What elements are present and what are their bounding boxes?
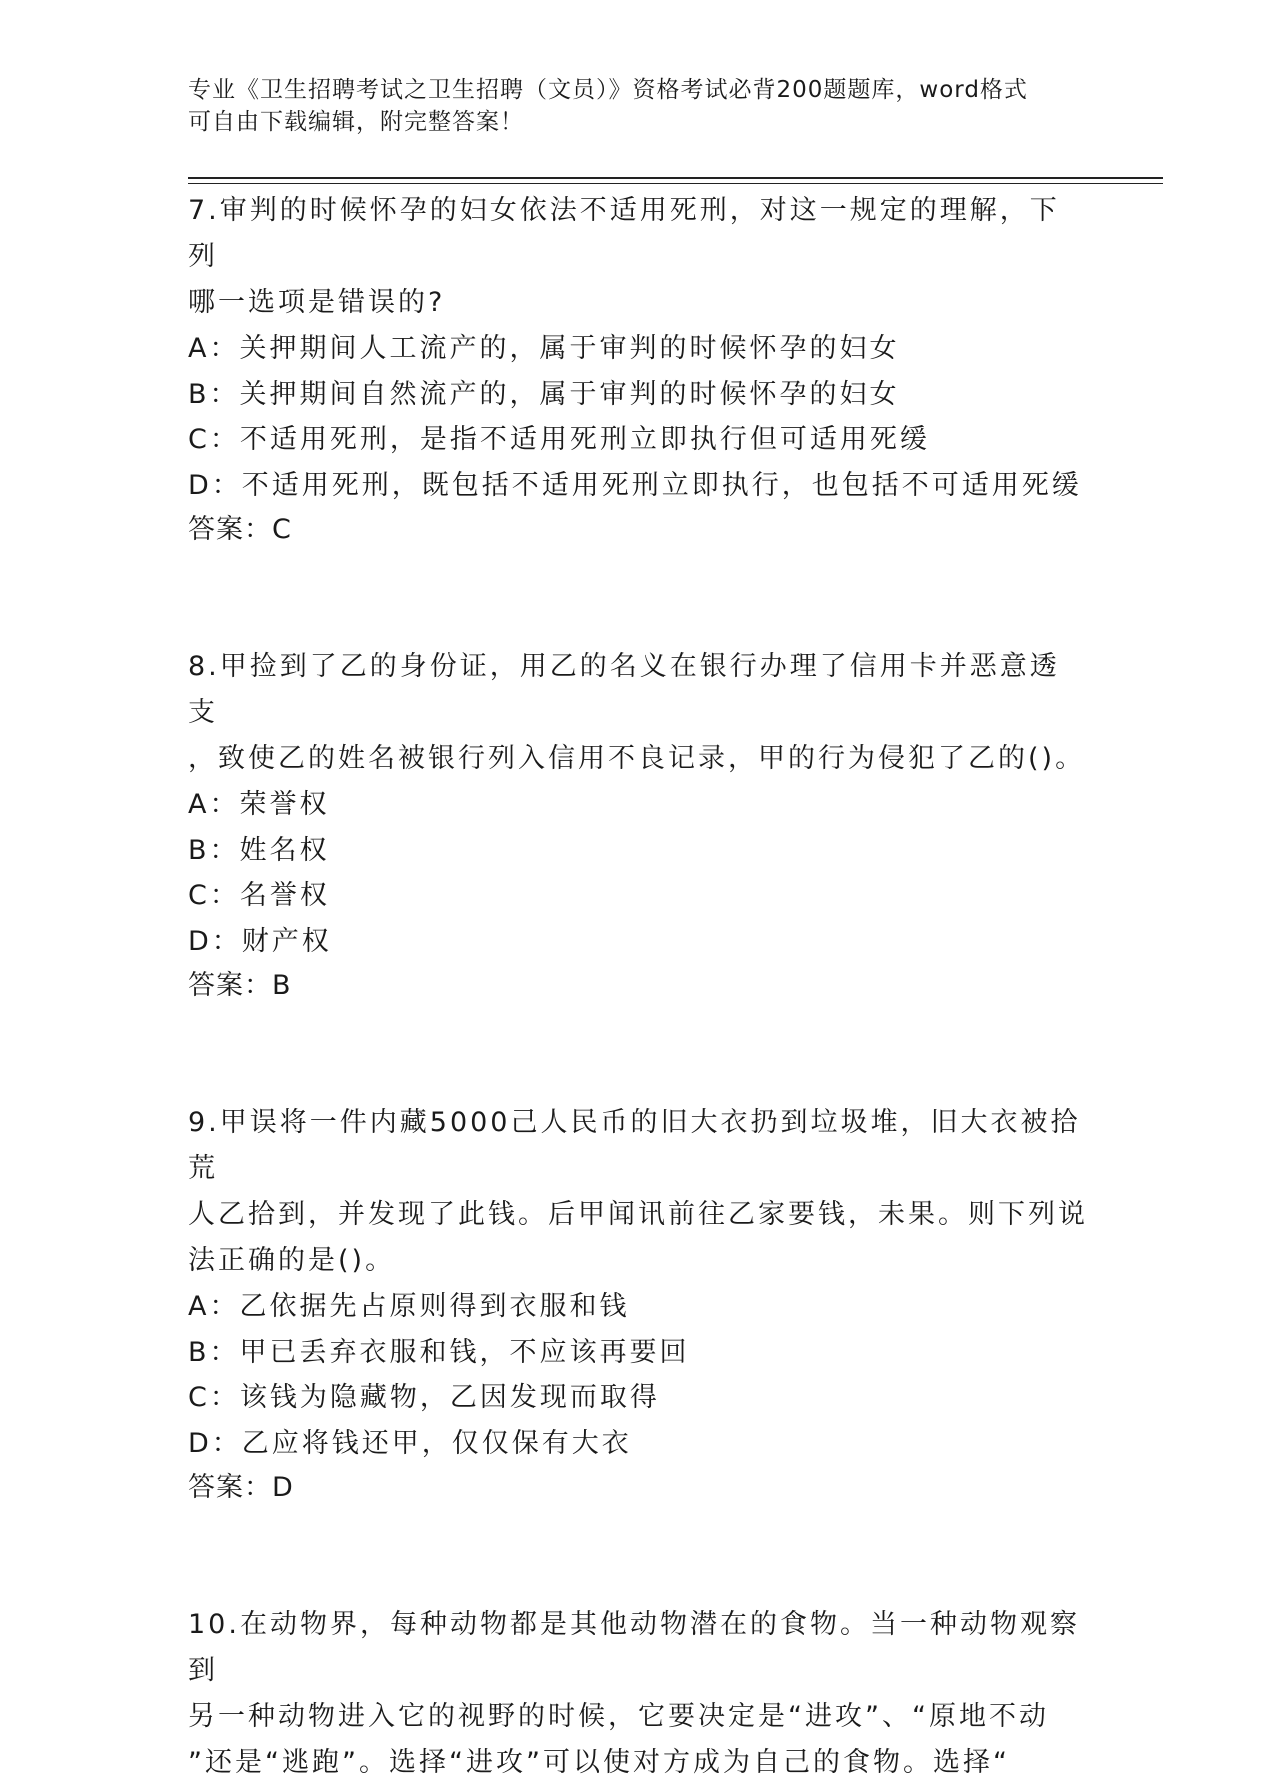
question-stem-line: 另一种动物进入它的视野的时候，它要决定是“进攻”、“原地不动 — [188, 1701, 1049, 1732]
header-title-line-2: 可自由下载编辑，附完整答案！ — [188, 109, 524, 135]
option-b: B：甲已丢弃衣服和钱，不应该再要回 — [188, 1336, 690, 1368]
question-stem-line: 8.甲捡到了乙的身份证，用乙的名义在银行办理了信用卡并恶意透支 — [188, 651, 1060, 728]
question-10 — [188, 1602, 1088, 1786]
option-b: B：关押期间自然流产的，属于审判的时候怀孕的妇女 — [188, 378, 900, 410]
option-d: D：财产权 — [188, 925, 332, 957]
question-7 — [188, 188, 1088, 552]
option-a: A：关押期间人工流产的，属于审判的时候怀孕的妇女 — [188, 333, 900, 364]
question-stem-line: 9.甲误将一件内藏5000己人民币的旧大衣扔到垃圾堆，旧大衣被拾荒 — [188, 1107, 1081, 1184]
question-8 — [188, 644, 1088, 1008]
document-header — [188, 74, 1088, 138]
option-b: B：姓名权 — [188, 834, 330, 866]
header-divider-thick — [188, 177, 1163, 179]
question-stem-line: ”还是“逃跑”。选择“进攻”可以使对方成为自己的食物。选择“ — [188, 1747, 1010, 1778]
option-c: C：该钱为隐藏物，乙因发现而取得 — [188, 1382, 660, 1413]
header-title-line-1: 专业《卫生招聘考试之卫生招聘（文员）》资格考试必背200题题库，word格式 — [188, 77, 1028, 103]
question-stem-line: 7.审判的时候怀孕的妇女依法不适用死刑，对这一规定的理解，下列 — [188, 195, 1060, 272]
option-a: A：荣誉权 — [188, 789, 330, 820]
option-c: C：不适用死刑，是指不适用死刑立即执行但可适用死缓 — [188, 424, 930, 455]
question-9 — [188, 1100, 1088, 1510]
answer-line: 答案：D — [188, 1472, 294, 1503]
answer-line: 答案：C — [188, 514, 292, 545]
question-stem-line: 人乙拾到，并发现了此钱。后甲闻讯前往乙家要钱，未果。则下列说 — [188, 1199, 1088, 1230]
question-spacer — [188, 1008, 1088, 1100]
question-spacer — [188, 552, 1088, 644]
option-d: D：不适用死刑，既包括不适用死刑立即执行，也包括不可适用死缓 — [188, 469, 1082, 501]
option-d: D：乙应将钱还甲，仅仅保有大衣 — [188, 1427, 632, 1459]
question-stem-line: 法正确的是()。 — [188, 1245, 396, 1276]
header-divider-thin — [188, 183, 1163, 184]
question-stem-line: 哪一选项是错误的? — [188, 287, 446, 318]
question-stem-line: ，致使乙的姓名被银行列入信用不良记录，甲的行为侵犯了乙的()。 — [188, 743, 1086, 774]
answer-line: 答案：B — [188, 970, 292, 1001]
question-spacer — [188, 1510, 1088, 1602]
question-list — [188, 188, 1088, 1786]
option-c: C：名誉权 — [188, 880, 330, 911]
option-a: A：乙依据先占原则得到衣服和钱 — [188, 1291, 630, 1322]
question-stem-line: 10.在动物界，每种动物都是其他动物潜在的食物。当一种动物观察到 — [188, 1609, 1080, 1686]
